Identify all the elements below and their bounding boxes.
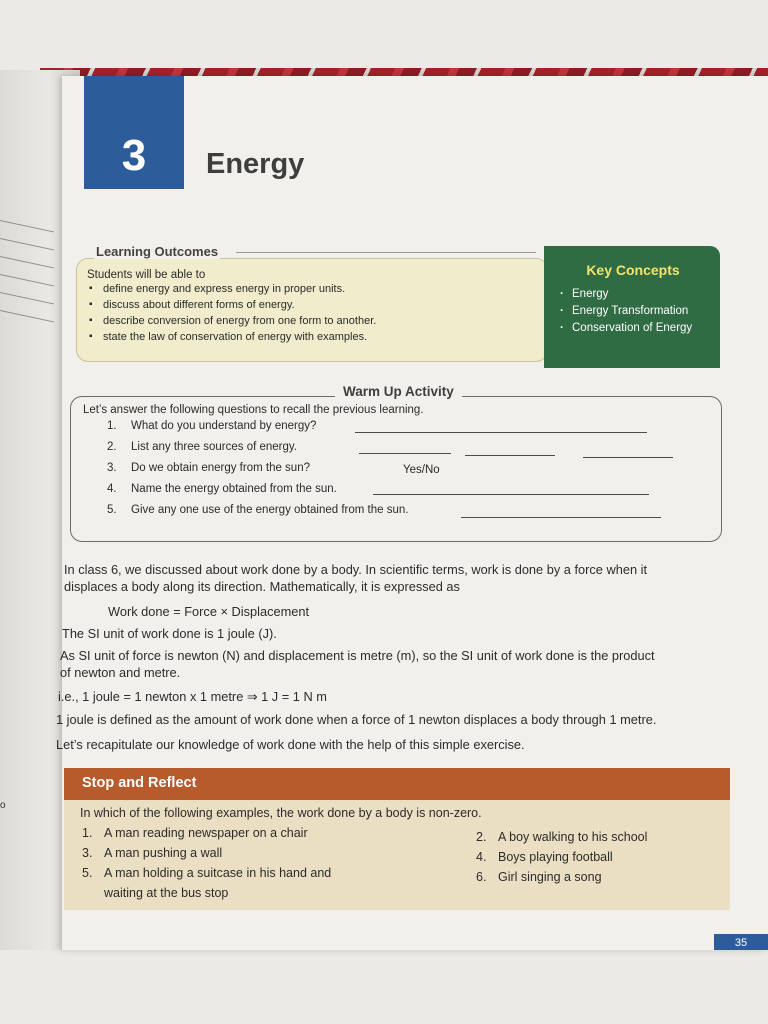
answer-blank[interactable] <box>465 455 555 456</box>
chapter-number: 3 <box>121 131 147 180</box>
answer-blank[interactable] <box>355 432 647 433</box>
page-number: 35 <box>714 934 768 950</box>
question-number: 5. <box>107 504 117 516</box>
learning-outcomes-rule <box>236 252 536 253</box>
learning-outcome-item: ▪ state the law of conservation of energy with examples. <box>87 329 537 345</box>
warm-up-intro: Let’s answer the following questions to recall the previous learning. <box>83 404 424 416</box>
warm-up-box <box>70 396 722 542</box>
warm-up-heading: Warm Up Activity <box>335 384 462 399</box>
learning-outcomes-box <box>76 258 548 362</box>
key-concept-item: · Energy Transformation <box>560 303 706 320</box>
item-text: Boys playing football <box>498 850 613 864</box>
item-text: A boy walking to his school <box>498 830 648 844</box>
key-concepts-title: Key Concepts <box>586 262 680 278</box>
item-text: A man reading newspaper on a chair <box>104 826 308 840</box>
item-text: A man pushing a wall <box>104 846 223 860</box>
warm-up-question <box>83 500 709 521</box>
learning-outcomes-section <box>76 244 720 366</box>
warm-up-question <box>83 416 709 437</box>
question-text: Do we obtain energy from the sun? <box>131 462 310 474</box>
paragraph-line: displaces a body along its direction. Mathematically, it is expressed as <box>64 579 460 594</box>
learning-outcome-item: ▪ describe conversion of energy from one form to another. <box>87 313 537 329</box>
reflect-item <box>476 848 613 867</box>
question-text: List any three sources of energy. <box>131 441 297 453</box>
answer-blank[interactable] <box>461 517 661 518</box>
key-concepts-box <box>544 246 720 368</box>
learning-outcome-item: ▪ define energy and express energy in proper units. <box>87 281 537 297</box>
paragraph: The SI unit of work done is 1 joule (J). <box>62 626 277 641</box>
learning-outcome-item: ▪ discuss about different forms of energy. <box>87 297 537 313</box>
question-number: 2. <box>107 441 117 453</box>
item-number: 5. <box>82 866 93 880</box>
reflect-item <box>476 828 647 847</box>
warm-up-section <box>70 384 722 542</box>
item-number: 6. <box>476 870 487 884</box>
chapter-number-box <box>84 76 184 189</box>
question-text: Name the energy obtained from the sun. <box>131 483 337 495</box>
stop-reflect-heading: Stop and Reflect <box>64 768 730 800</box>
reflect-item-continuation: waiting at the bus stop <box>104 886 229 900</box>
paragraph-line: As SI unit of force is newton (N) and displacement is metre (m), so the SI unit of work done is the product <box>60 648 655 663</box>
key-concept-item: · Conservation of Energy <box>560 320 706 337</box>
item-text: A man holding a suitcase in his hand and <box>104 866 332 880</box>
question-number: 4. <box>107 483 117 495</box>
left-page-lines <box>0 220 55 330</box>
yes-no-option: Yes/No <box>403 464 440 476</box>
item-number: 4. <box>476 850 487 864</box>
reflect-item <box>82 864 331 883</box>
reflect-item <box>82 844 222 863</box>
item-number: 3. <box>82 846 93 860</box>
warm-up-question <box>83 437 709 458</box>
item-number: 1. <box>82 826 93 840</box>
item-text: Girl singing a song <box>498 870 602 884</box>
chapter-title: Energy <box>206 148 305 180</box>
formula: Work done = Force × Displacement <box>108 604 310 619</box>
paragraph-line: In class 6, we discussed about work done by a body. In scientific terms, work is done by a force when it <box>64 562 648 577</box>
reflect-item <box>476 868 602 887</box>
stop-reflect-intro: In which of the following examples, the work done by a body is non-zero. <box>80 806 482 820</box>
equation: i.e., 1 joule = 1 newton x 1 metre ⇒ 1 J = 1 N m <box>58 689 327 704</box>
question-text: What do you understand by energy? <box>131 420 317 432</box>
left-page-mark: o <box>0 800 6 811</box>
stop-reflect-box <box>64 800 730 910</box>
book-page <box>56 76 768 950</box>
learning-outcomes-heading: Learning Outcomes <box>96 244 219 259</box>
answer-blank[interactable] <box>373 494 649 495</box>
warm-up-question <box>83 479 709 500</box>
learning-outcomes-intro: Students will be able to <box>87 269 206 281</box>
question-text: Give any one use of the energy obtained from the sun. <box>131 504 409 516</box>
learning-outcomes-list <box>87 281 537 345</box>
answer-blank[interactable] <box>359 453 451 454</box>
paragraph: Let’s recapitulate our knowledge of work done with the help of this simple exercise. <box>56 737 525 752</box>
item-number: 2. <box>476 830 487 844</box>
paragraph: 1 joule is defined as the amount of work done when a force of 1 newton displaces a body through 1 metre. <box>56 712 657 727</box>
warm-up-question <box>83 458 709 479</box>
key-concepts-list <box>560 286 706 337</box>
question-number: 1. <box>107 420 117 432</box>
paragraph-line: of newton and metre. <box>60 665 181 680</box>
question-number: 3. <box>107 462 117 474</box>
reflect-item <box>82 824 308 843</box>
key-concept-item: · Energy <box>560 286 706 303</box>
